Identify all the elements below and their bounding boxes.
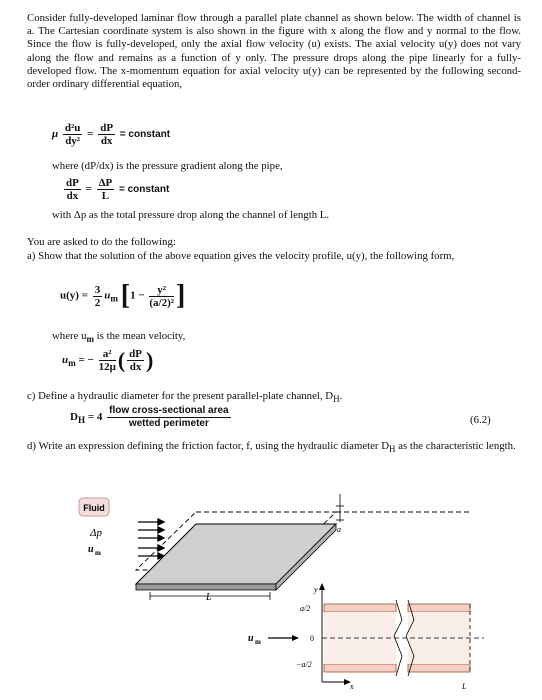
task-c: c) Define a hydraulic diameter for the present parallel-plate channel, $D_H$. <box>27 390 343 405</box>
where-mean-velocity: where $u_m$ is the mean velocity, <box>52 330 186 345</box>
momentum-equation: μ $\frac{\text{d²u}}{\text{dy²}}$ = $\frac{dP}{dx}$ = constant <box>52 122 171 147</box>
where-pressure-gradient: where (dP/dx) is the pressure gradient along the pipe, <box>52 160 283 172</box>
fluid-label: Fluid <box>83 503 105 513</box>
lower-wall-right <box>408 664 470 672</box>
x-axis-label: x <box>350 682 354 691</box>
top-wall-label: a/2 <box>300 604 311 613</box>
width-label: a <box>337 525 341 534</box>
eq1-frac1: $\frac{\text{d²u}}{\text{dy²}}$ <box>64 122 81 147</box>
zero-label: 0 <box>310 634 314 643</box>
task-a: a) Show that the solution of the above equation gives the velocity profile, u(y), the following form, <box>27 250 455 262</box>
lower-wall-left <box>324 664 396 672</box>
velocity-profile-equation: u(y) = $\frac{3}{2}$ $u_m$ [1 − $\frac{\text{y²}}{\text{(a/2)²}}$ ] <box>60 280 186 311</box>
tasks-intro: You are asked to do the following: <box>27 236 176 248</box>
legend-um: u <box>88 544 94 555</box>
pressure-gradient-equation: $\frac{dP}{dx}$ = $\frac{\Delta P}{L}$ = constant <box>66 177 170 202</box>
legend-dp: Δp <box>90 527 102 539</box>
length-label: L <box>206 592 212 603</box>
svg-text:m: m <box>95 549 101 557</box>
svg-text:m: m <box>255 638 261 646</box>
upper-wall-left <box>324 604 396 612</box>
eq2-rhs: = constant <box>119 184 170 196</box>
mean-velocity-equation: $u_m$ = − $\frac{\text{a²}}{12\mu}$ ( $\frac{dP}{dx}$ ) <box>62 347 154 373</box>
um-label: u <box>248 633 254 644</box>
eq1-frac2: $\frac{dP}{dx}$ <box>100 122 114 147</box>
intro-paragraph: Consider fully-developed laminar flow through a parallel plate channel as shown below. The width of channel is a. The Cartesian coordinate system is also shown in the figure with x along the flow and y normal to the flow. Since the flow is fully-developed, only the axial flow velocity (u) exists. The axial velocity u(y) does not vary along the flow and remains as a function of y only. The pressure drops along the pipe linearly for a fully-developed flow. The x-momentum equation for axial velocity u(y) can be represented by the following second-order ordinary differential equation, <box>27 12 521 91</box>
equation-number: (6.2) <box>470 414 491 426</box>
task-d: d) Write an expression defining the friction factor, f, using the hydraulic diameter $D_H$ as the characteristic length. <box>27 440 516 455</box>
cross-section-length-label: L <box>462 682 467 691</box>
eq1-rhs: = constant <box>119 129 171 141</box>
y-axis-label: y <box>314 585 318 594</box>
flow-arrows <box>138 519 164 559</box>
with-pressure-drop: with Δp as the total pressure drop along the channel of length L. <box>52 209 330 221</box>
eq1-mu: μ <box>52 128 59 141</box>
upper-wall-right <box>408 604 470 612</box>
hydraulic-diameter-equation: $D_H = 4$ $\frac{\text{flow cross-sectional area}}{\text{wetted perimeter}}$ <box>70 405 229 429</box>
bottom-wall-label: −a/2 <box>296 660 312 669</box>
channel-figure <box>0 480 542 700</box>
